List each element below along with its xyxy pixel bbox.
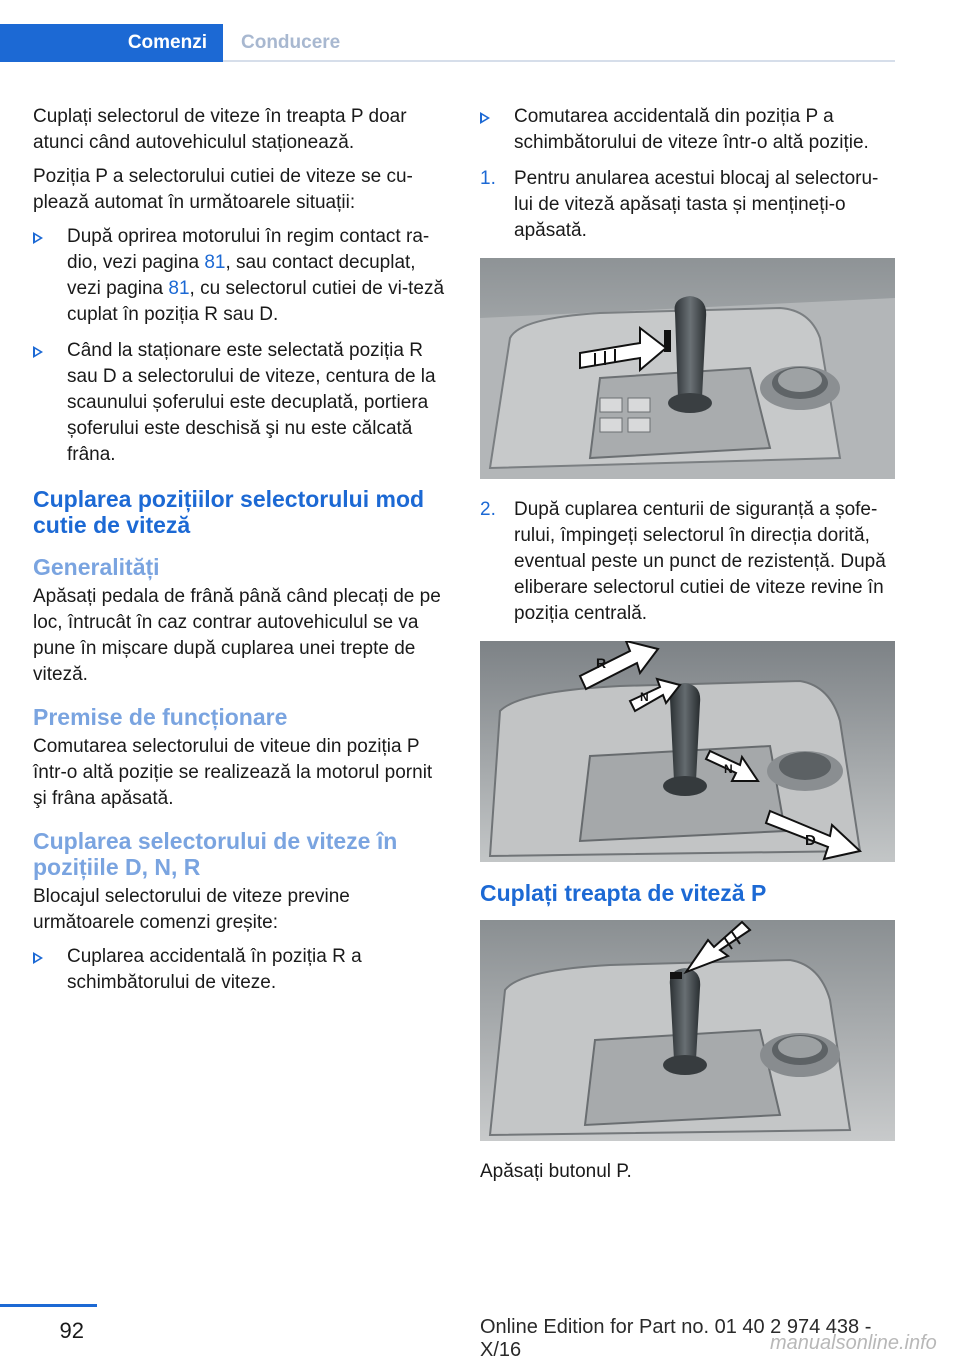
selector-directions-illustration [480,641,895,862]
paragraph-park-intro: Cuplați selectorul de viteze în treapta P doar atunci când autovehiculul staționează. [33,106,407,153]
list-item: Când la staționare este selectată poziția R sau D a selectorului de viteze, centura de la scaunului șoferului este decuplată, portiera șoferului este deschisă şi nu este călcată frâna. [33,338,450,468]
paragraph-park-auto: Poziția P a selectorului cutiei de viteze se cu‐plează automat în următoarele situații: [33,166,413,213]
subheading-premise: Premise de funcționare [33,704,288,730]
n-label-bottom: N [724,762,733,776]
edition-note: Online Edition for Part no. 01 40 2 974 438 - X/16 [480,1316,872,1361]
blocking-list [33,944,450,996]
left-column [33,104,450,1006]
bullet-triangle-icon [33,952,43,964]
page-link[interactable]: 81 [204,252,226,273]
paragraph-general: Apăsați pedala de frână până când plecați de pe loc, întrucât în caz contrar autovehiculul se va pune în mișcare după cuplarea unei trepte de viteză. [33,586,441,685]
bullet-triangle-icon [33,232,43,244]
steps-list-2 [480,497,895,627]
footer-rule [0,1304,97,1307]
r-label: R [596,655,607,671]
list-item: Comutarea accidentală din poziția P a schimbătorului de viteze într-o altă poziție. [480,104,895,156]
tab-comenzi[interactable]: Comenzi [0,24,223,62]
selector-unlock-illustration [480,258,895,479]
step-item: 1. Pentru anularea acestui blocaj al selectoru‐lui de viteză apăsați tasta și mențineți-o apăsată. [480,168,879,241]
list-item: Cuplarea accidentală în poziția R a schimbătorului de viteze. [33,944,450,996]
paragraph-press-p: Apăsați butonul P. [480,1161,632,1182]
section-heading-park: Cuplați treapta de viteză P [480,880,767,906]
auto-park-list [33,224,450,468]
bullet-triangle-icon [480,112,490,124]
paragraph-dnr: Blocajul selectorului de viteze previne următoarele comenzi greșite: [33,886,350,933]
section-heading: Cuplarea pozițiilor selectorului mod cutie de viteză [33,486,425,538]
step-number: 1. [480,168,496,189]
park-button-illustration [480,920,895,1141]
paragraph-premise: Comutarea selectorului de viteue din poziția P într-o altă poziție se realizează la motorul pornit şi frâna apăsată. [33,736,433,809]
tab-conducere[interactable]: Conducere [223,24,895,62]
park-button-photo [480,920,895,1141]
step-item: 2. După cuplarea centurii de siguranță a șofe‐rului, împingeți selectorul în direcția dorită, eventual peste un punct de rezistență. După eliberare selectorul cutiei de viteze revine în poziția centrală. [480,499,886,624]
list-item: După oprirea motorului în regim contact ra‐dio, vezi pagina 81, sau contact decuplat, vezi pagina 81, cu selectorul cutiei de vi‐teză cuplat în poziția R sau D. [33,224,450,328]
bullet-triangle-icon [33,346,43,358]
selector-unlock-photo [480,258,895,479]
blocking-list-cont [480,104,895,156]
steps-list [480,166,895,244]
step-number: 2. [480,499,496,520]
d-label: D [805,832,816,849]
page-number: 92 [59,1318,84,1343]
subheading-general: Generalități [33,554,160,580]
chapter-tabs [0,24,895,62]
selector-directions-photo [480,641,895,862]
tab-underline [223,60,895,62]
subheading-dnr: Cuplarea selectorului de viteze în pozițiile D, N, R [33,828,398,880]
page-link[interactable]: 81 [168,278,190,299]
watermark: manualsonline.info [770,1332,937,1354]
right-column [480,104,895,1193]
n-label-top: N [640,690,649,704]
